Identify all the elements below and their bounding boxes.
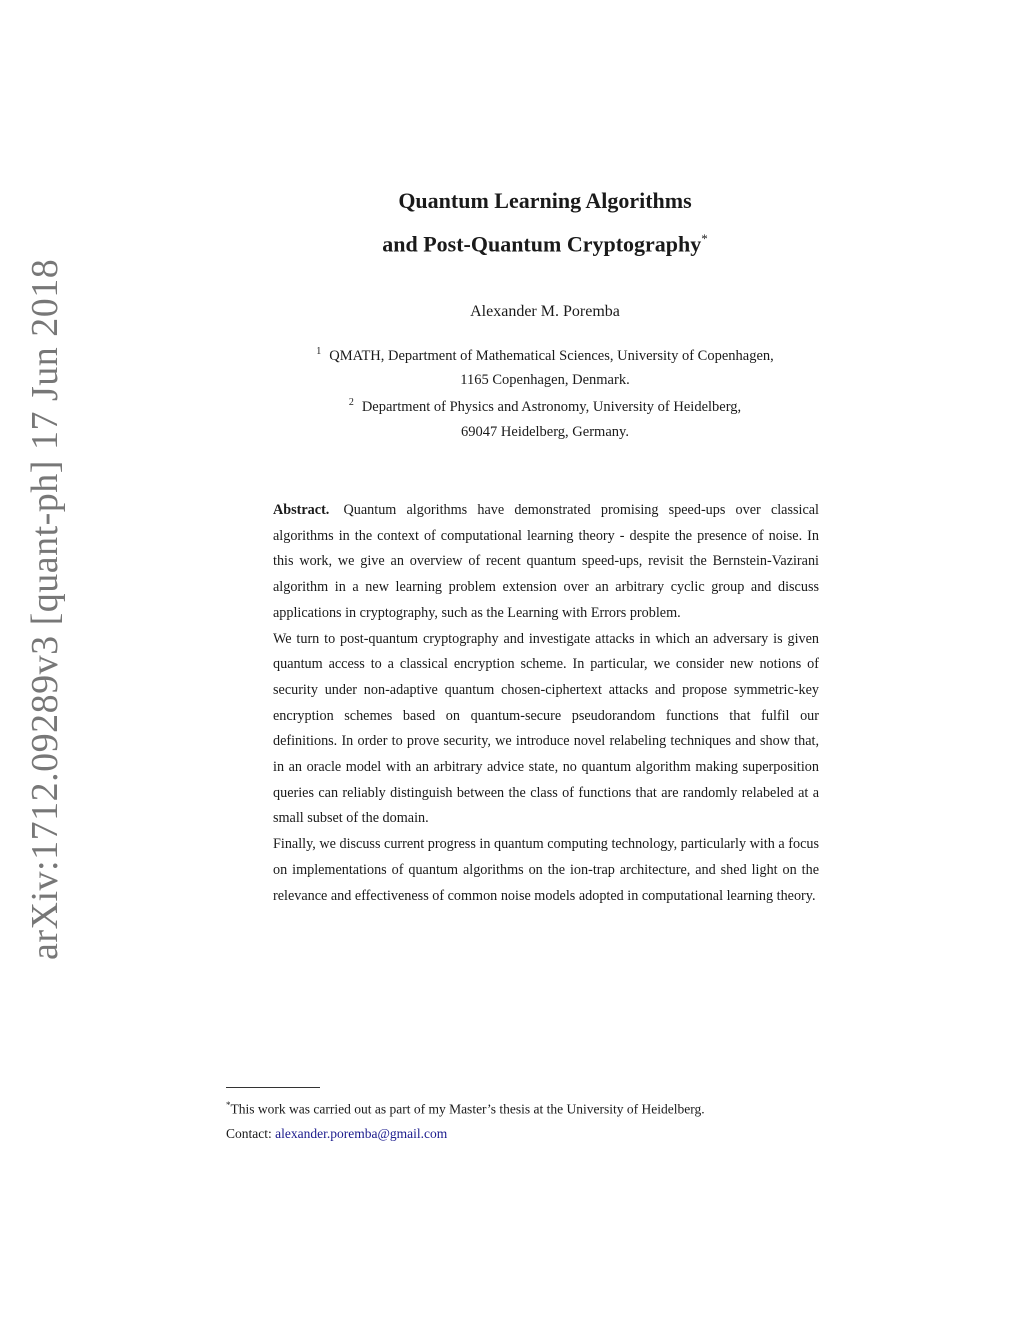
- affiliation-2-line-1: $^2$ Department of Physics and Astronomy, University of Heidelberg,: [348, 397, 742, 415]
- affiliation-1-line-2: 1165 Copenhagen, Denmark.: [460, 372, 630, 388]
- arxiv-identifier: arXiv:1712.09289v3 [quant-ph] 17 Jun 2018: [24, 258, 66, 960]
- abstract-paragraph-2: We turn to post-quantum cryptography and investigate attacks in which an adversary is given quantum access to a classical encryption scheme. In particular, we consider new notions of security under non-adaptive quantum chosen-ciphertext attacks and propose symmetric-key encryption schemes based on quantum-secure pseudorandom functions that fulfil our definitions. In order to prove security, we introduce novel relabeling techniques and show that, in an oracle model with an arbitrary advice state, no quantum algorithm making superposition queries can reliably distinguish between the class of functions that are randomly relabeled at a small subset of the domain.: [273, 630, 819, 827]
- footnote-text: *This work was carried out as part of my Master’s thesis at the University of Heidelberg.: [226, 1100, 705, 1117]
- abstract-paragraph-1: Abstract. Quantum algorithms have demonstrated promising speed-ups over classical algorithms in the context of computational learning theory - despite the presence of noise. In this work, we give an overview of recent quantum speed-ups, revisit the Bernstein-Vazirani algorithm in a new learning problem extension over an arbitrary cyclic group and discuss applications in cryptography, such as the Learning with Errors problem.: [273, 502, 820, 621]
- abstract-paragraph-3: Finally, we discuss current progress in quantum computing technology, particularly with a focus on implementations of quantum algorithms on the ion-trap architecture, and shed light on the relevance and effectiveness of common noise models adopted in computational learning theory.: [273, 836, 819, 904]
- paper-title-line-2: and Post-Quantum Cryptography*: [382, 231, 708, 257]
- author-name: Alexander M. Poremba: [470, 303, 620, 320]
- title-footnote-marker: *: [701, 231, 708, 246]
- affiliation-1-line-1: $^1$ QMATH, Department of Mathematical Sciences, University of Copenhagen,: [316, 346, 774, 364]
- affiliation-2-line-2: 69047 Heidelberg, Germany.: [461, 424, 629, 440]
- paper-title-line-1: Quantum Learning Algorithms: [398, 188, 692, 213]
- footnote-divider: [226, 1087, 320, 1088]
- contact-line: Contact: alexander.poremba@gmail.com: [226, 1126, 448, 1141]
- abstract-label: Abstract.: [273, 502, 330, 518]
- email-link[interactable]: alexander.poremba@gmail.com: [275, 1126, 448, 1141]
- abstract: [273, 498, 819, 909]
